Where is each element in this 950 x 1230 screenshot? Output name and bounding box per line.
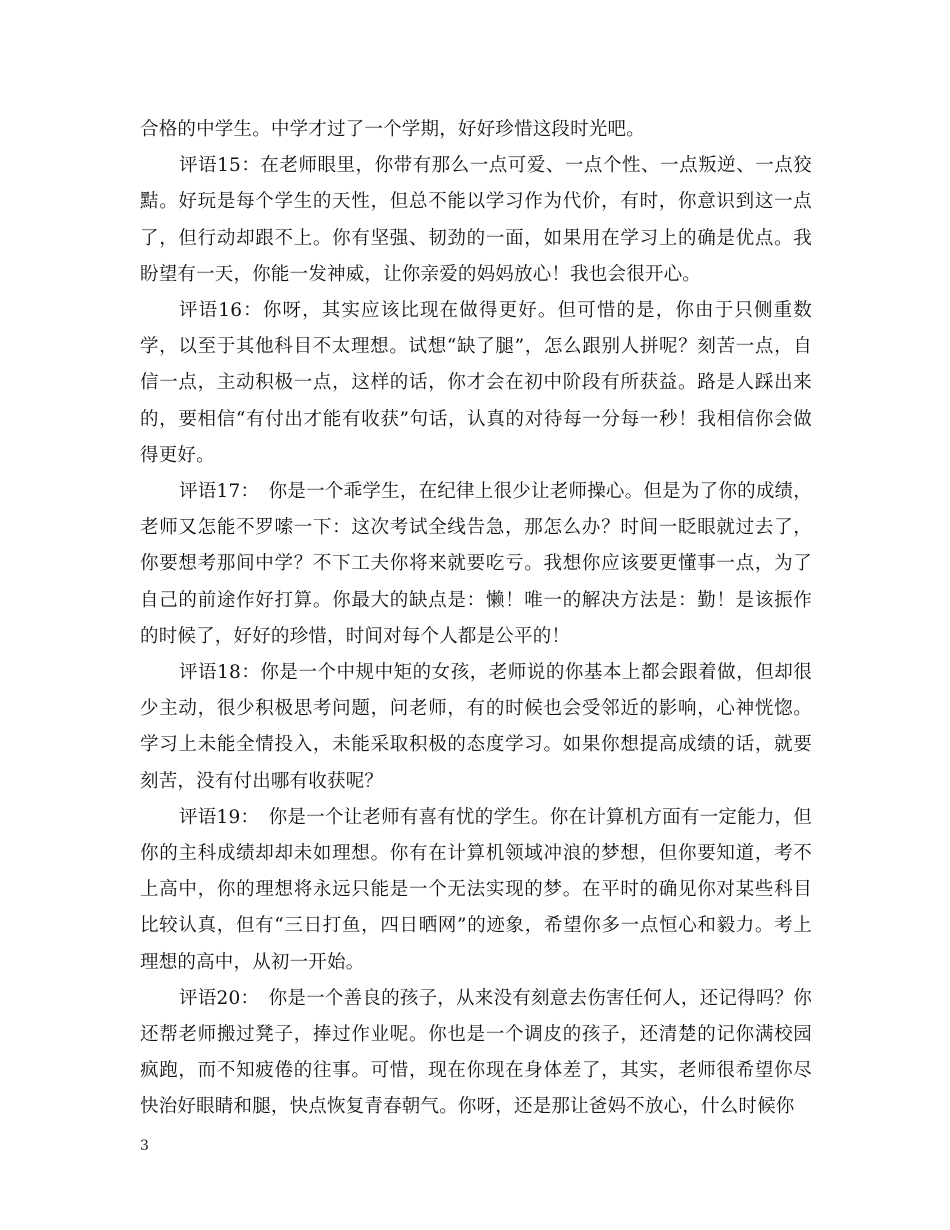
paragraph-comment-18: 评语18：你是一个中规中矩的女孩，老师说的你基本上都会跟着做，但却很少主动，很少积极思考问题，问老师，有的时候也会受邻近的影响，心神恍惚。学习上未能全情投入，未能采取积极的态度学习。如果你想提高成绩的话，就要刻苦，没有付出哪有收获呢？ [140, 662, 812, 792]
paragraph-comment-20: 评语20： 你是一个善良的孩子，从来没有刻意去伤害任何人，还记得吗？你还帮老师搬过凳子，捧过作业呢。你也是一个调皮的孩子，还清楚的记你满校园疯跑，而不知疲倦的往事。可惜，现在你现在身体差了，其实，老师很希望你尽快治好眼睛和腿，快点恢复青春朝气。你呀，还是那让爸妈不放心，什么时候你 [140, 987, 812, 1118]
paragraph-comment-19: 评语19： 你是一个让老师有喜有忧的学生。你在计算机方面有一定能力，但你的主科成绩却却未如理想。你有在计算机领域冲浪的梦想，但你要知道，考不上高中，你的理想将永远只能是一个无法实现的梦。在平时的确见你对某些科目比较认真，但有“三日打鱼，四日晒网”的迹象，希望你多一点恒心和毅力。考上理想的高中，从初一开始。 [140, 806, 812, 973]
page-number: 3 [140, 1138, 149, 1154]
paragraph-comment-16: 评语16：你呀，其实应该比现在做得更好。但可惜的是，你由于只侧重数学，以至于其他科目不太理想。试想“缺了腿”，怎么跟别人拼呢？刻苦一点，自信一点，主动积极一点，这样的话，你才会在初中阶段有所获益。路是人踩出来的，要相信“有付出才能有收获”句话，认真的对待每一分每一秒！我相信你会做得更好。 [140, 300, 812, 466]
paragraph-continuation: 合格的中学生。中学才过了一个学期，好好珍惜这段时光吧。 [140, 119, 645, 140]
paragraph-comment-15: 评语15：在老师眼里，你带有那么一点可爱、一点个性、一点叛逆、一点狡黠。好玩是每个学生的天性，但总不能以学习作为代价，有时，你意识到这一点了，但行动却跟不上。你有坚强、韧劲的一面，如果用在学习上的确是优点。我盼望有一天，你能一发神威，让你亲爱的妈妈放心！我也会很开心。 [140, 155, 812, 285]
paragraph-comment-17: 评语17： 你是一个乖学生，在纪律上很少让老师操心。但是为了你的成绩，老师又怎能不罗嗦一下：这次考试全线告急，那怎么办？时间一眨眼就过去了，你要想考那间中学？不下工夫你将来就要吃亏。我想你应该要更懂事一点，为了自己的前途作好打算。你最大的缺点是：懒！唯一的解决方法是：勤！是该振作的时候了，好好的珍惜，时间对每个人都是公平的！ [140, 481, 812, 647]
document-body [140, 112, 812, 1126]
